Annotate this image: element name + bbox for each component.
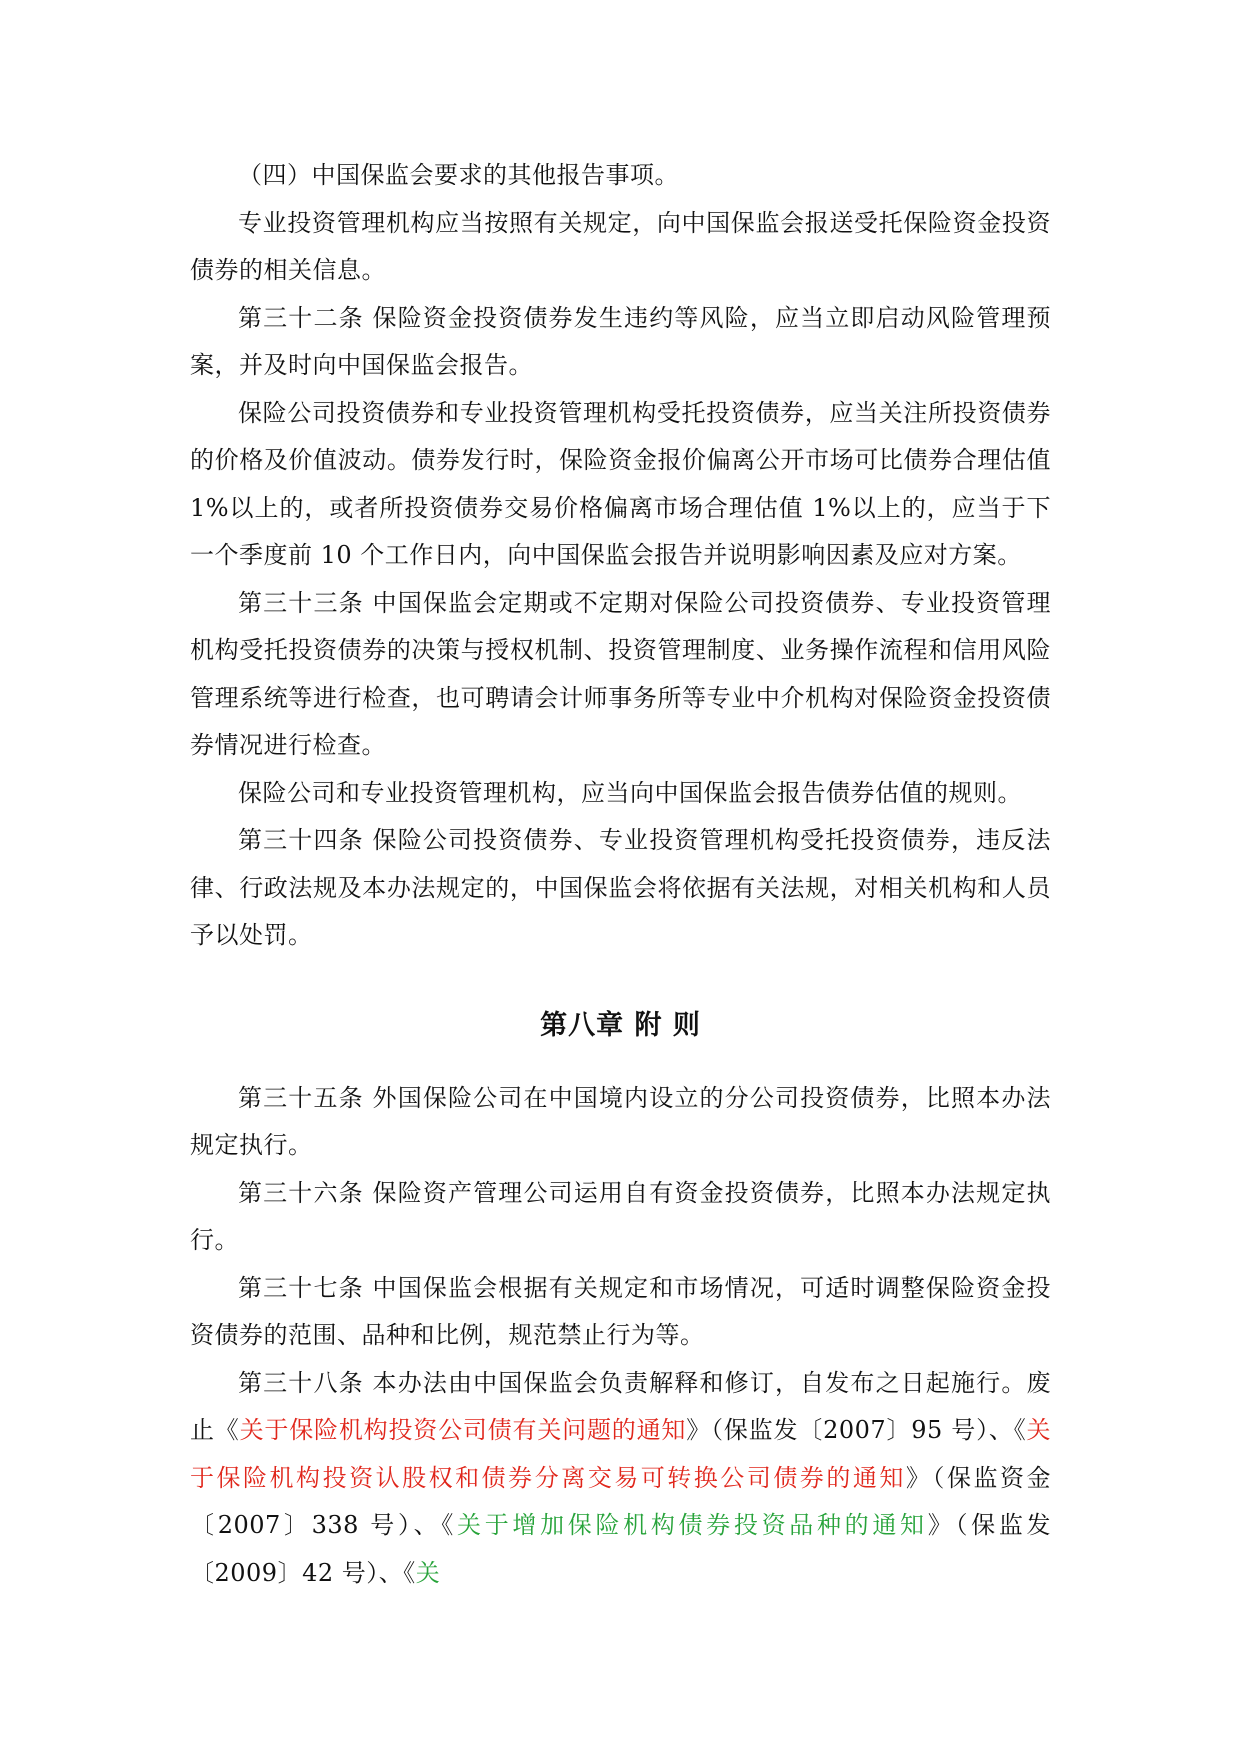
paragraph-professional-manager-report: 专业投资管理机构应当按照有关规定，向中国保监会报送受托保险资金投资债券的相关信息。 — [190, 208, 1051, 284]
paragraph-article-33: 第三十三条 中国保监会定期或不定期对保险公司投资债券、专业投资管理机构受托投资债券的决策与授权机制、投资管理制度、业务操作流程和信用风险管理系统等进行检查，也可聘请会计师事务所等专业中介机构对保险资金投资债券情况进行检查。 — [190, 588, 1051, 759]
notice-link-convertible-bonds[interactable]: 关于保险机构投资认股权和债券分离交易可转换公司债券的通知 — [190, 1416, 1052, 1492]
chapter-heading: 第八章 附 则 — [540, 1009, 701, 1041]
article-38-text-1: 第三十八条 本办法由中国保监会负责解释和修订，自发布之日起施行。废止《 — [190, 1368, 1051, 1444]
notice-link-bond-varieties[interactable]: 关于增加保险机构债券投资品种的通知 — [457, 1511, 928, 1539]
notice-link-corporate-bonds[interactable]: 关于保险机构投资公司债有关问题的通知 — [239, 1416, 687, 1444]
article-38-text-4: 》（保监发〔2009〕42 号）、《 — [190, 1511, 1052, 1587]
paragraph-valuation-rules: 保险公司和专业投资管理机构，应当向中国保监会报告债券估值的规则。 — [238, 778, 1022, 807]
paragraph-article-37: 第三十七条 中国保监会根据有关规定和市场情况，可适时调整保险资金投资债券的范围、品种和比例，规范禁止行为等。 — [190, 1273, 1051, 1349]
article-38-text-3: 》（保监资金〔2007〕338 号）、《 — [190, 1463, 1051, 1539]
document-body — [190, 152, 1051, 1597]
article-38-text-2: 》（保监发〔2007〕95 号）、《 — [686, 1416, 1027, 1444]
paragraph-article-36: 第三十六条 保险资产管理公司运用自有资金投资债券，比照本办法规定执行。 — [190, 1178, 1051, 1254]
notice-link-truncated[interactable]: 关 — [415, 1558, 441, 1587]
paragraph-article-35: 第三十五条 外国保险公司在中国境内设立的分公司投资债券，比照本办法规定执行。 — [190, 1083, 1051, 1159]
paragraph-article-38 — [190, 1360, 1051, 1598]
paragraph-article-34: 第三十四条 保险公司投资债券、专业投资管理机构受托投资债券，违反法律、行政法规及本办法规定的，中国保监会将依据有关法规，对相关机构和人员予以处罚。 — [190, 826, 1051, 949]
paragraph-report-item-4: （四）中国保监会要求的其他报告事项。 — [238, 161, 679, 189]
paragraph-article-32: 第三十二条 保险资金投资债券发生违约等风险，应当立即启动风险管理预案，并及时向中国保监会报告。 — [190, 303, 1051, 379]
paragraph-price-volatility: 保险公司投资债券和专业投资管理机构受托投资债券，应当关注所投资债券的价格及价值波动。债券发行时，保险资金报价偏离公开市场可比债券合理估值1%以上的，或者所投资债券交易价格偏离市场合理估值 1%以上的，应当于下一个季度前 10 个工作日内，向中国保监会报告并说明影响因素及应对方案。 — [190, 398, 1051, 569]
